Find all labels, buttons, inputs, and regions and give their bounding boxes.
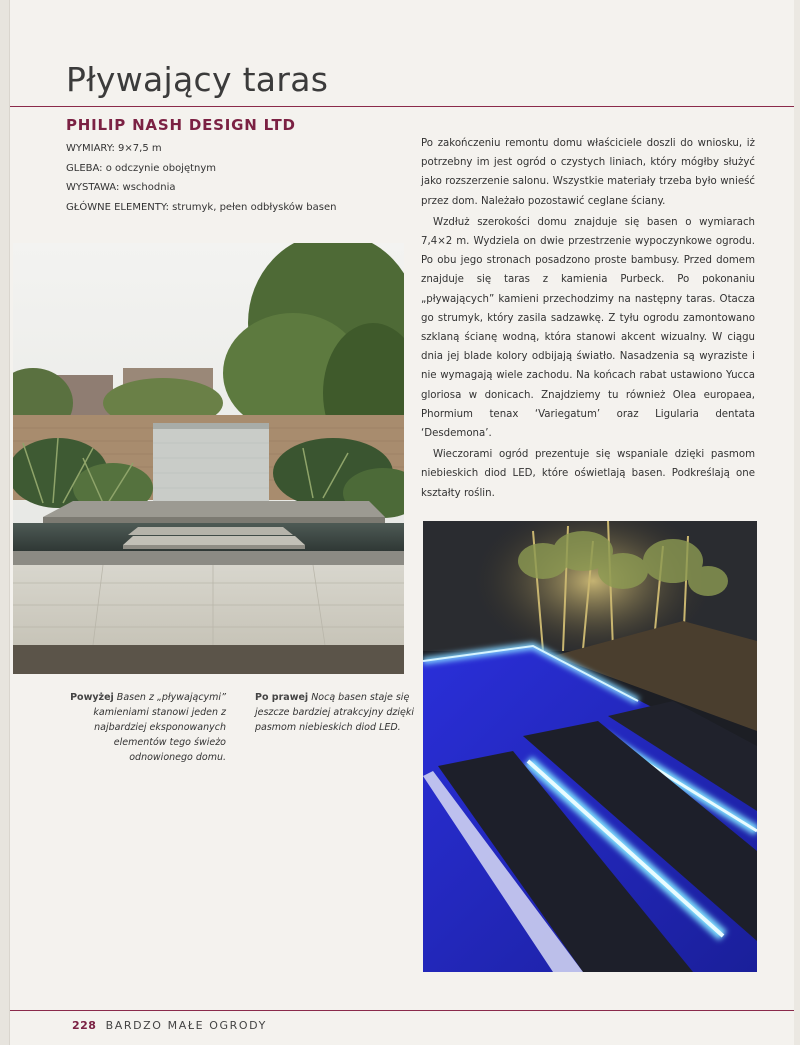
page-title: Pływający taras: [66, 60, 329, 99]
spec-value: 9×7,5 m: [114, 143, 162, 154]
caption-right: [255, 690, 415, 735]
spec-row: [66, 198, 336, 218]
garden-specs: [66, 139, 336, 217]
spec-label: GŁÓWNE ELEMENTY:: [66, 201, 169, 213]
spec-row: [66, 178, 336, 198]
spec-row: [66, 159, 336, 179]
photo-garden-night: [423, 521, 757, 972]
caption-right-text: Nocą basen staje się jeszcze bardziej atrakcyjny dzięki pasmom niebieskich diod LED.: [255, 692, 414, 733]
article-paragraph: Wzdłuż szerokości domu znajduje się basen o wymiarach 7,4×2 m. Wydziela on dwie przestrzenie wypoczynkowe ogrodu. Po obu jego stronach posadzono proste bambusy. Przed domem znajduje się taras z kamienia Purbeck. Po pokonaniu „pływających” kamieni przechodzimy na następny taras. Otacza go strumyk, który zasila sadzawkę. Z tyłu ogrodu zamontowano szklaną ścianę wodną, która stanowi akcent wizualny. W ciągu dnia jej blade kolory odbijają światło. Nasadzenia są wyraziste i nie wymagają wiele zachodu. Na końcach rabat ustawiono Yucca gloriosa w donicach. Znajdziemy tu również Olea europaea, Phormium tenax ‘Variegatum’ oraz Ligularia dentata ‘Desdemona’.: [421, 216, 755, 440]
spec-label: WYSTAWA:: [66, 182, 120, 193]
footer-rule: [10, 1010, 794, 1011]
spec-row: [66, 139, 336, 159]
page-binding-edge: [0, 0, 10, 1045]
title-rule: [10, 106, 794, 107]
page-footer: [72, 1019, 267, 1032]
spec-value: wschodnia: [119, 182, 176, 193]
caption-left-lead: Powyżej: [70, 692, 114, 703]
spec-value: strumyk, pełen odbłysków basen: [169, 201, 337, 213]
spec-label: WYMIARY:: [66, 143, 115, 154]
page-number: 228: [72, 1019, 97, 1032]
article-body: [421, 134, 755, 505]
article-paragraph: Wieczorami ogród prezentuje się wspaniale dzięki pasmom niebieskich diod LED, które oświetlają basen. Podkreślają one kształty roślin.: [421, 449, 755, 499]
page-right-edge: [794, 0, 800, 1045]
spec-label: GLEBA:: [66, 162, 103, 174]
designer-name: PHILIP NASH DESIGN LTD: [66, 116, 296, 134]
caption-right-lead: Po prawej: [255, 692, 309, 703]
caption-left: [66, 690, 226, 765]
book-title: BARDZO MAŁE OGRODY: [105, 1019, 267, 1032]
caption-left-text: Basen z „pływającymi” kamieniami stanowi jeden z najbardziej eksponowanych elementów tego świeżo odnowionego domu.: [93, 692, 226, 763]
spec-value: o odczynie obojętnym: [102, 162, 217, 174]
article-paragraph: Po zakończeniu remontu domu właściciele doszli do wniosku, iż potrzebny im jest ogród o czystych liniach, który mógłby służyć jako rozszerzenie salonu. Wszystkie materiały trzeba było wnieść przez dom. Należało pozostawić ceglane ściany.: [421, 138, 755, 207]
photo-garden-day: [13, 243, 404, 674]
